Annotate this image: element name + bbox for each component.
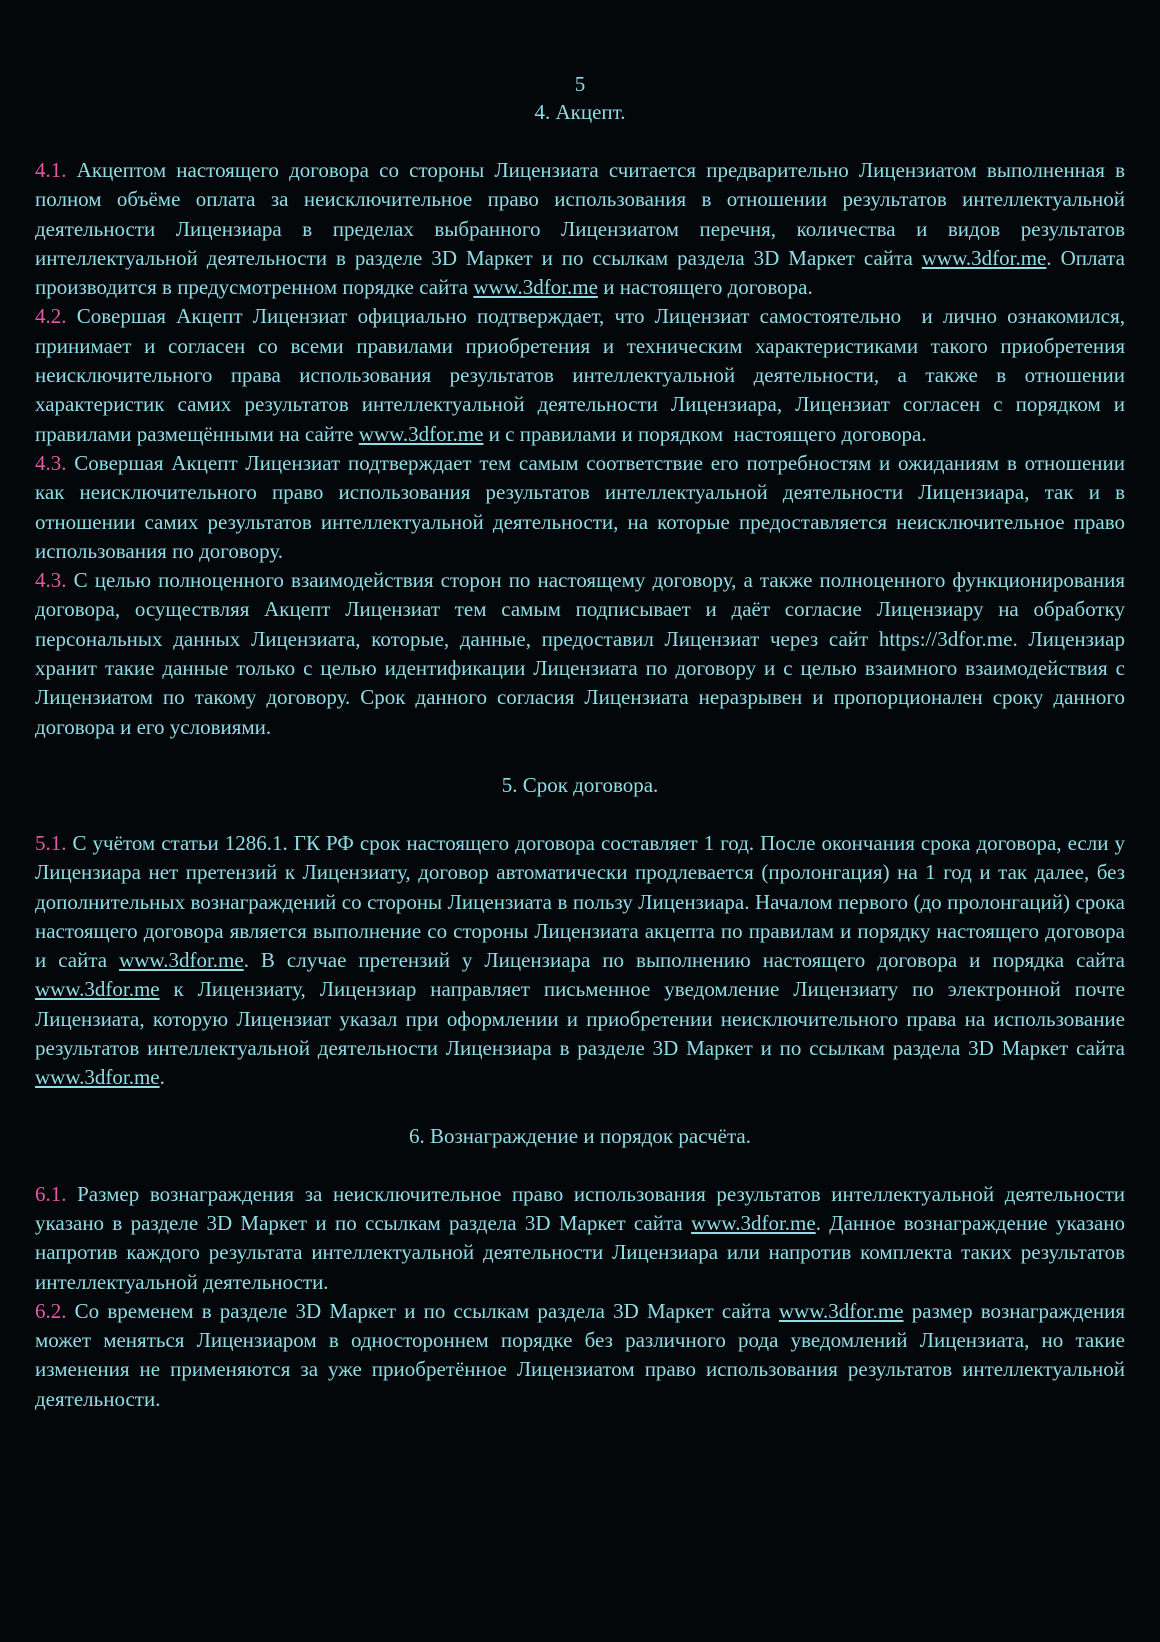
clause-text: и настоящего договора. <box>597 275 813 300</box>
clause-6-1 <box>35 1180 1125 1297</box>
clause-number: 6.1. <box>35 1181 67 1206</box>
clause-4-2 <box>35 302 1131 448</box>
section-title-4: 4. Акцепт. <box>534 100 626 124</box>
clause-text: Акцептом настоящего договора со стороны Лицензиата считается предварительно Лицензиатом выполненная в полном объёме оплата за неисключительное право использования в отношении результатов интеллектуальной деятельности Лицензиара в пределах выбранного Лицензиатом перечня, количества и видов результатов интеллектуальной деятельности в разделе 3D Маркет и по ссылкам раздела 3D Маркет сайта <box>35 158 1125 270</box>
clause-number: 4.1. <box>35 158 67 182</box>
section-title-5: 5. Срок договора. <box>501 772 659 797</box>
clause-4-3 <box>35 449 1125 566</box>
clause-text: Со временем в разделе 3D Маркет и по ссылкам раздела 3D Маркет сайта <box>66 1298 779 1323</box>
site-link[interactable]: www.3dfor.me <box>358 421 484 446</box>
site-link[interactable]: www.3dfor.me <box>473 275 598 300</box>
clause-text: . В случае претензий у Лицензиара по выполнению настоящего договора и порядка сайта <box>243 948 1125 973</box>
clause-text: . Оплата производится в предусмотренном порядке сайта <box>35 245 1125 300</box>
section-title-6: 6. Вознаграждение и порядок расчёта. <box>409 1123 751 1148</box>
clause-number: 5.1. <box>35 830 67 855</box>
clause-text: и с правилами и порядком настоящего договора. <box>483 421 927 446</box>
clause-number: 4.3. <box>35 450 67 475</box>
clause-number: 4.3. <box>35 568 67 593</box>
clause-4-1 <box>35 156 1125 302</box>
clause-5-1 <box>35 829 1125 1093</box>
site-link[interactable]: www.3dfor.me <box>35 1065 160 1090</box>
clause-text: размер вознаграждения может меняться Лицензиаром в одностороннем порядке без различного рода уведомлений Лицензиата, но такие изменения не применяются за уже приобретённое Лицензиатом право использования результатов интеллектуальной деятельности. <box>35 1298 1126 1411</box>
clause-number: 4.2. <box>35 304 67 329</box>
site-link[interactable]: www.3dfor.me <box>778 1298 904 1323</box>
clause-text: Размер вознаграждения за неисключительное право использования результатов интеллектуальной деятельности указано в разделе 3D Маркет и по ссылкам раздела 3D Маркет сайта <box>35 1181 1125 1235</box>
clause-4-3b <box>35 566 1125 742</box>
clause-text: . Данное вознаграждение указано напротив каждого результата интеллектуальной деятельности Лицензиара или напротив комплекта таких результатов интеллектуальной деятельности. <box>35 1210 1126 1294</box>
site-link[interactable]: www.3dfor.me <box>119 948 244 973</box>
clause-text: С учётом статьи 1286.1. ГК РФ срок настоящего договора составляет 1 год. После окончания срока договора, если у Лицензиара нет претензий к Лицензиату, договор автоматически продлевается (пролонгация) на 1 год и так далее, без дополнительных вознаграждений со стороны Лицензиата в пользу Лицензиара. Началом первого (до пролонгаций) срока настоящего договора является выполнение со стороны Лицензиата акцепта по правилам и порядку настоящего договора и сайта <box>35 830 1125 973</box>
clause-6-2 <box>35 1297 1125 1414</box>
clause-text: к Лицензиату, Лицензиар направляет письменное уведомление Лицензиату по электронной почте Лицензиата, которую Лицензиат указал при оформлении и приобретении неисключительного права на использование результатов интеллектуальной деятельности Лицензиара в разделе 3D Маркет и по ссылкам раздела 3D Маркет сайта <box>35 977 1125 1061</box>
site-link[interactable]: www.3dfor.me <box>921 245 1047 270</box>
site-link[interactable]: www.3dfor.me <box>35 977 160 1002</box>
clause-text: Совершая Акцепт Лицензиат официально подтверждает, что Лицензиат самостоятельно и лично ознакомился, принимает и согласен со всеми правилами приобретения и техническим характеристиками такого приобретения неисключительного права использования результатов интеллектуальной деятельности, а также в отношении характеристик самих результатов интеллектуальной деятельности Лицензиара, Лицензиат согласен с порядком и правилами размещёнными на сайте <box>35 304 1131 446</box>
clause-text: . <box>159 1065 165 1090</box>
site-link[interactable]: www.3dfor.me <box>691 1210 816 1235</box>
clause-text: С целью полноценного взаимодействия сторон по настоящему договору, а также полноценного функционирования договора, осуществляя Акцепт Лицензиат тем самым подписывает и даёт согласие Лицензиару на обработку персональных данных Лицензиата, которые, данные, предоставил Лицензиат через сайт https://3dfor.me. Лицензиар хранит такие данные только с целью идентификации Лицензиата по договору и с целью взаимного взаимодействия с Лицензиатом по такому договору. Срок данного согласия Лицензиата неразрывен и пропорционален сроку данного договора и его условиями. <box>35 568 1125 739</box>
clause-text: Совершая Акцепт Лицензиат подтверждает тем самым соответствие его потребностям и ожиданиям в отношении как неисключительного право использования результатов интеллектуальной деятельности Лицензиара, так и в отношении самих результатов интеллектуальной деятельности, на которые предоставляется неисключительное право использования по договору. <box>35 450 1125 563</box>
page-number: 5 <box>574 72 586 96</box>
clause-number: 6.2. <box>35 1298 67 1323</box>
